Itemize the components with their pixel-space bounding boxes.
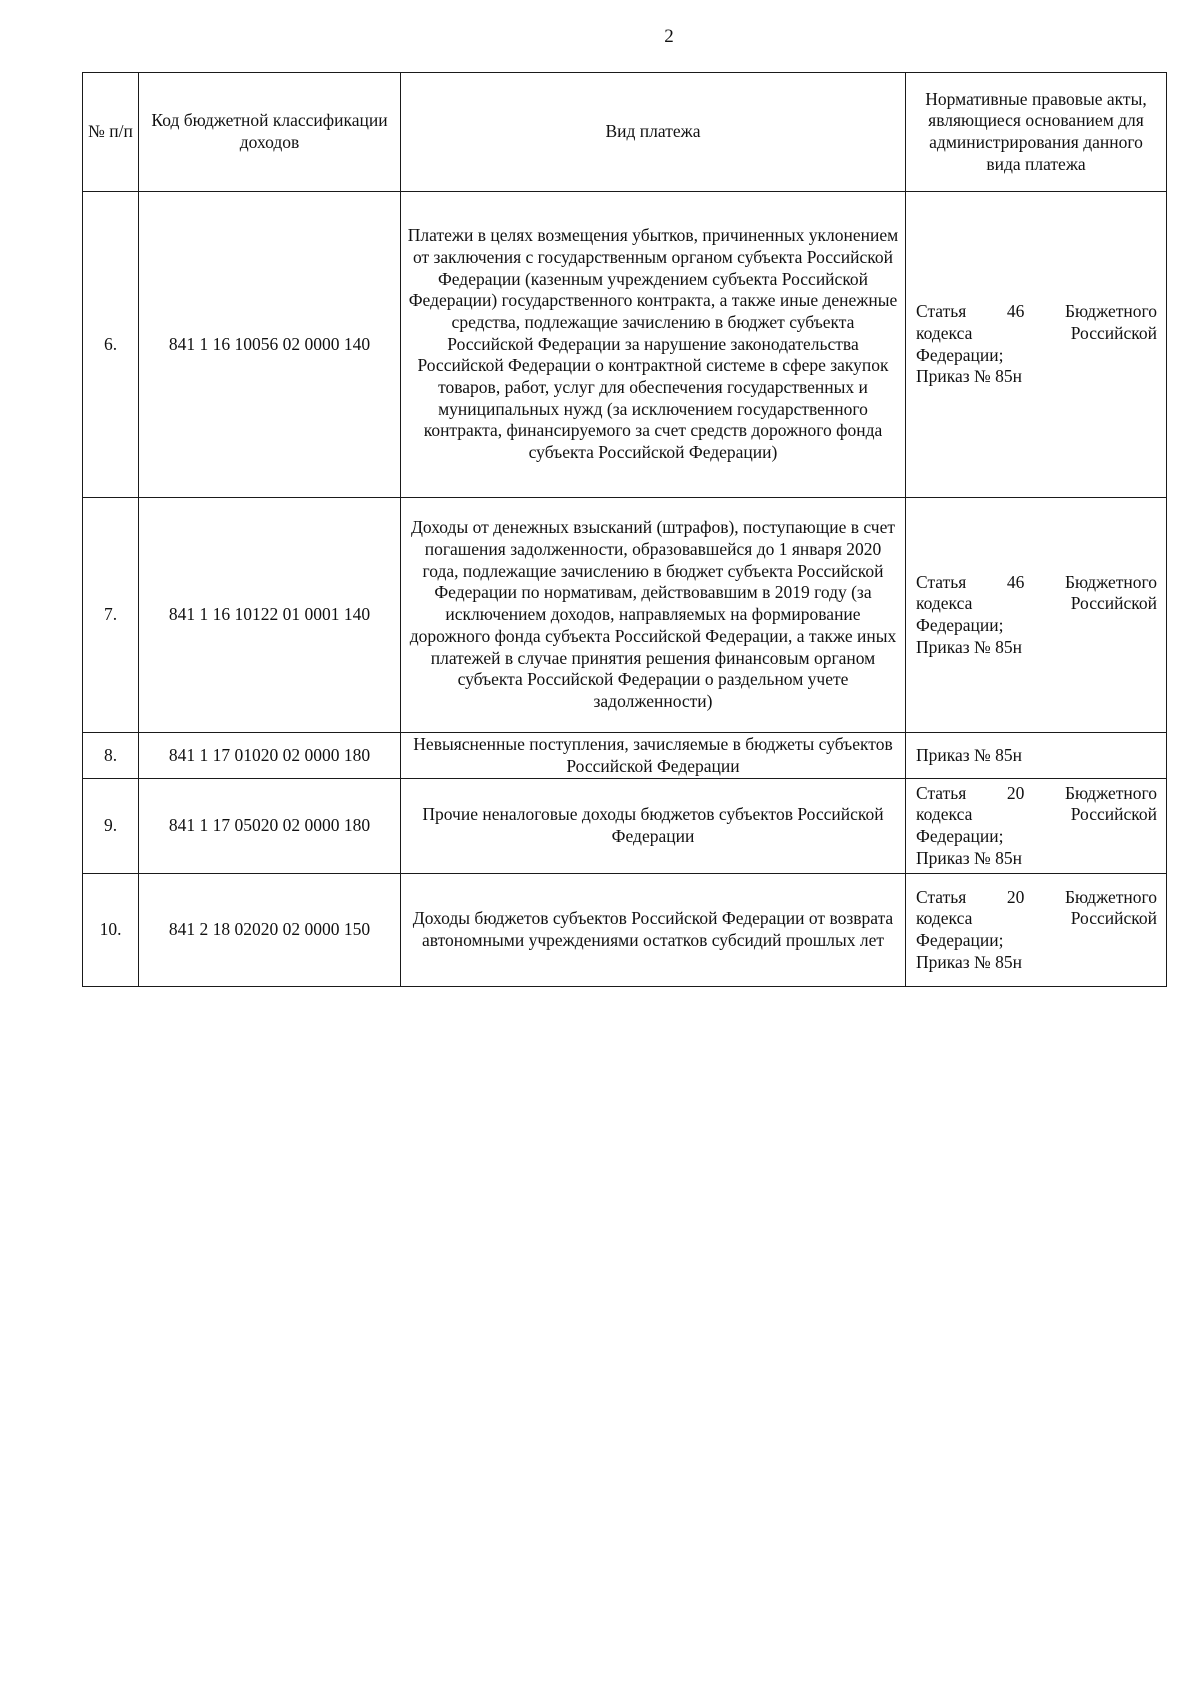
row-num: 7.	[83, 498, 139, 733]
row-legal-acts	[906, 874, 1167, 987]
act-word: кодекса	[916, 322, 973, 343]
act-line	[916, 323, 1157, 345]
act-word: кодекса	[916, 908, 973, 929]
act-word: Российской	[1070, 908, 1157, 929]
header-num: № п/п	[83, 73, 139, 192]
act-line	[916, 804, 1157, 826]
row-num: 9.	[83, 779, 139, 874]
act-word: Статья	[916, 301, 967, 322]
act-word: 20	[1006, 782, 1025, 803]
act-word: 46	[1006, 301, 1025, 322]
row-payment-type: Доходы бюджетов субъектов Российской Федерации от возврата автономными учреждениями остатков субсидий прошлых лет	[401, 874, 906, 987]
row-code: 841 1 16 10056 02 0000 140	[139, 192, 401, 498]
act-word: Статья	[916, 782, 967, 803]
table-header-row	[83, 73, 1167, 192]
act-word: Бюджетного	[1064, 886, 1157, 907]
act-word: кодекса	[916, 593, 973, 614]
act-line: Приказ № 85н	[916, 951, 1022, 972]
act-line: Приказ № 85н	[916, 847, 1022, 868]
header-payment-type: Вид платежа	[401, 73, 906, 192]
act-line	[916, 887, 1157, 909]
row-legal-acts	[906, 192, 1167, 498]
row-num: 6.	[83, 192, 139, 498]
act-word: Статья	[916, 571, 967, 592]
row-code: 841 2 18 02020 02 0000 150	[139, 874, 401, 987]
act-line	[916, 301, 1157, 323]
act-line	[916, 908, 1157, 930]
act-word: 20	[1006, 886, 1025, 907]
act-word: Бюджетного	[1064, 782, 1157, 803]
row-code: 841 1 17 05020 02 0000 180	[139, 779, 401, 874]
row-num: 10.	[83, 874, 139, 987]
act-line: Приказ № 85н	[916, 366, 1022, 387]
act-line: Федерации;	[916, 615, 1004, 635]
act-line: Приказ № 85н	[916, 636, 1022, 657]
act-line: Федерации;	[916, 826, 1004, 846]
header-legal-acts: Нормативные правовые акты, являющиеся основанием для администрирования данного вида платежа	[906, 73, 1167, 192]
row-legal-acts	[906, 779, 1167, 874]
table-row	[83, 874, 1167, 987]
row-code: 841 1 17 01020 02 0000 180	[139, 733, 401, 779]
row-num: 8.	[83, 733, 139, 779]
act-line	[916, 572, 1157, 594]
act-word: Российской	[1070, 322, 1157, 343]
table-row	[83, 192, 1167, 498]
row-payment-type: Платежи в целях возмещения убытков, причиненных уклонением от заключения с государственным органом субъекта Российской Федерации (казенным учреждением субъекта Российской Федерации) государственного контракта, а также иные денежные средства, подлежащие зачислению в бюджет субъекта Российской Федерации за нарушение законодательства Российской Федерации о контрактной системе в сфере закупок товаров, работ, услуг для обеспечения государственных и муниципальных нужд (за исключением государственного контракта, финансируемого за счет средств дорожного фонда субъекта Российской Федерации)	[401, 192, 906, 498]
act-word: Статья	[916, 886, 967, 907]
row-payment-type: Прочие неналоговые доходы бюджетов субъектов Российской Федерации	[401, 779, 906, 874]
table-row	[83, 498, 1167, 733]
act-line: Приказ № 85н	[916, 744, 1022, 765]
row-legal-acts	[906, 733, 1167, 779]
act-word: кодекса	[916, 804, 973, 825]
row-payment-type: Невыясненные поступления, зачисляемые в бюджеты субъектов Российской Федерации	[401, 733, 906, 779]
table-row	[83, 779, 1167, 874]
act-word: Бюджетного	[1064, 301, 1157, 322]
act-line	[916, 593, 1157, 615]
act-line	[916, 783, 1157, 805]
header-code: Код бюджетной классификации доходов	[139, 73, 401, 192]
act-line: Федерации;	[916, 930, 1004, 950]
act-word: 46	[1006, 571, 1025, 592]
row-legal-acts	[906, 498, 1167, 733]
act-word: Российской	[1070, 593, 1157, 614]
page-number: 2	[664, 26, 674, 47]
row-code: 841 1 16 10122 01 0001 140	[139, 498, 401, 733]
income-administration-table	[82, 72, 1167, 987]
act-word: Российской	[1070, 804, 1157, 825]
row-payment-type: Доходы от денежных взысканий (штрафов), поступающие в счет погашения задолженности, образовавшейся до 1 января 2020 года, подлежащие зачислению в бюджет субъекта Российской Федерации по нормативам, действовавшим в 2019 году (за исключением доходов, направляемых на формирование дорожного фонда субъекта Российской Федерации, а также иных платежей в случае принятия решения финансовым органом субъекта Российской Федерации о раздельном учете задолженности)	[401, 498, 906, 733]
table-row	[83, 733, 1167, 779]
act-word: Бюджетного	[1064, 571, 1157, 592]
act-line: Федерации;	[916, 344, 1004, 365]
